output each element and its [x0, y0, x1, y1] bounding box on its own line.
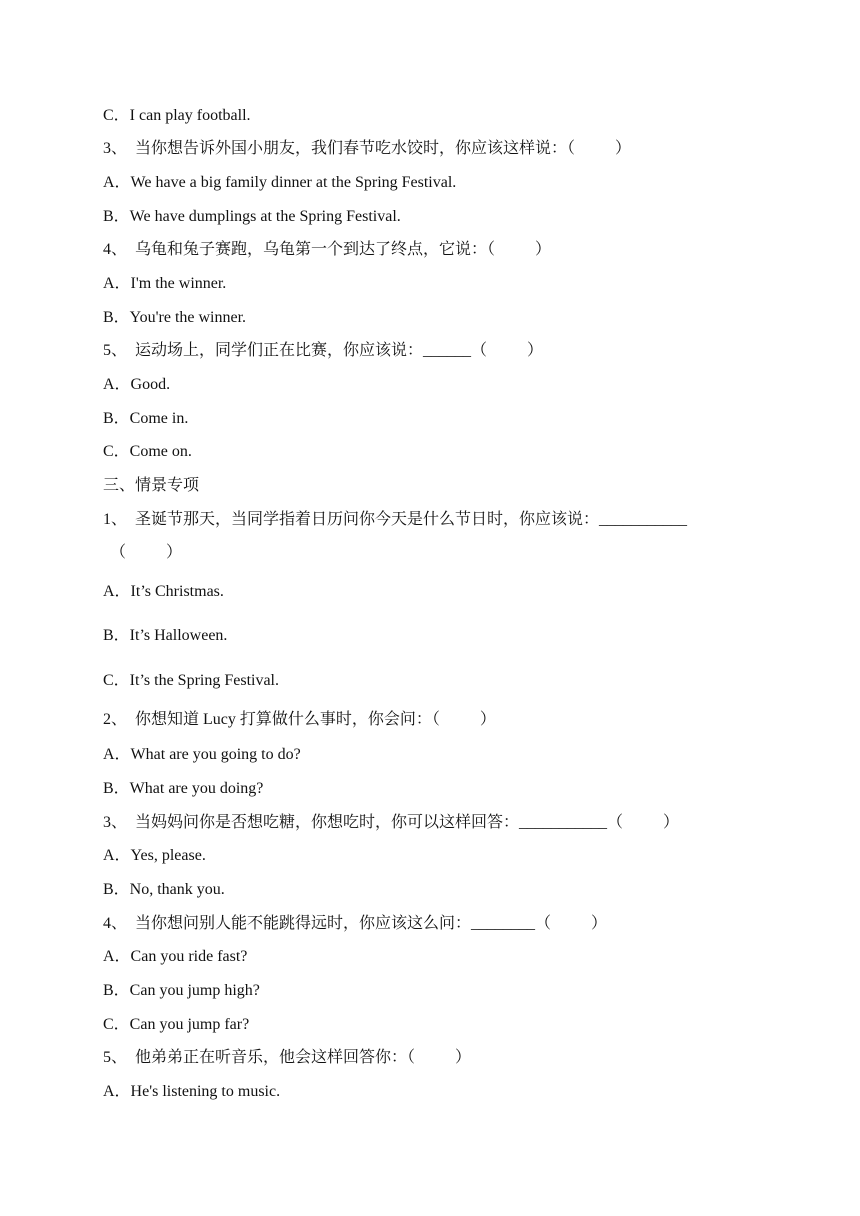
question-1-christmas: 1、 圣诞节那天，当同学指着日历问你今天是什么节日时，你应该说：___________ [103, 511, 688, 528]
option-a-going-to-do: A．What are you going to do? [103, 746, 301, 763]
option-b-dumplings: B．We have dumplings at the Spring Festival. [103, 208, 401, 225]
question-4-tortoise: 4、 乌龟和兔子赛跑，乌龟第一个到达了终点，它说：（ ） [103, 241, 552, 258]
question-2-lucy: 2、 你想知道 Lucy 打算做什么事时，你会问：（ ） [103, 711, 496, 728]
option-c-football: C．I can play football. [103, 107, 251, 124]
option-a-listening: A．He's listening to music. [103, 1083, 281, 1100]
answer-bracket: （ ） [110, 544, 183, 561]
question-5-sports-field: 5、 运动场上，同学们正在比赛，你应该说：______（ ） [103, 342, 544, 359]
option-a-christmas: A．It’s Christmas. [103, 583, 224, 600]
option-c-jump-far: C．Can you jump far? [103, 1016, 250, 1033]
section-heading-situations: 三、情景专项 [103, 477, 200, 494]
option-c-come-on: C．Come on. [103, 443, 192, 460]
option-a-ride-fast: A．Can you ride fast? [103, 948, 248, 965]
question-3-dumplings: 3、 当你想告诉外国小朋友，我们春节吃水饺时，你应该这样说：（ ） [103, 140, 632, 157]
option-b-come-in: B．Come in. [103, 410, 189, 427]
option-a-family-dinner: A．We have a big family dinner at the Spring Festival. [103, 174, 457, 191]
option-c-spring-festival: C．It’s the Spring Festival. [103, 672, 280, 689]
option-b-jump-high: B．Can you jump high? [103, 982, 260, 999]
question-5-music: 5、 他弟弟正在听音乐，他会这样回答你：（ ） [103, 1049, 472, 1066]
option-a-yes-please: A．Yes, please. [103, 847, 206, 864]
option-b-you-winner: B．You're the winner. [103, 309, 247, 326]
option-a-winner: A．I'm the winner. [103, 275, 227, 292]
option-b-no-thank-you: B．No, thank you. [103, 881, 225, 898]
option-a-good: A．Good. [103, 376, 171, 393]
question-3-candy: 3、 当妈妈问你是否想吃糖，你想吃时，你可以这样回答：___________（ ） [103, 814, 680, 831]
option-b-doing: B．What are you doing? [103, 780, 264, 797]
option-b-halloween: B．It’s Halloween. [103, 627, 228, 644]
question-4-jump-far: 4、 当你想问别人能不能跳得远时，你应该这么问：________（ ） [103, 915, 608, 932]
